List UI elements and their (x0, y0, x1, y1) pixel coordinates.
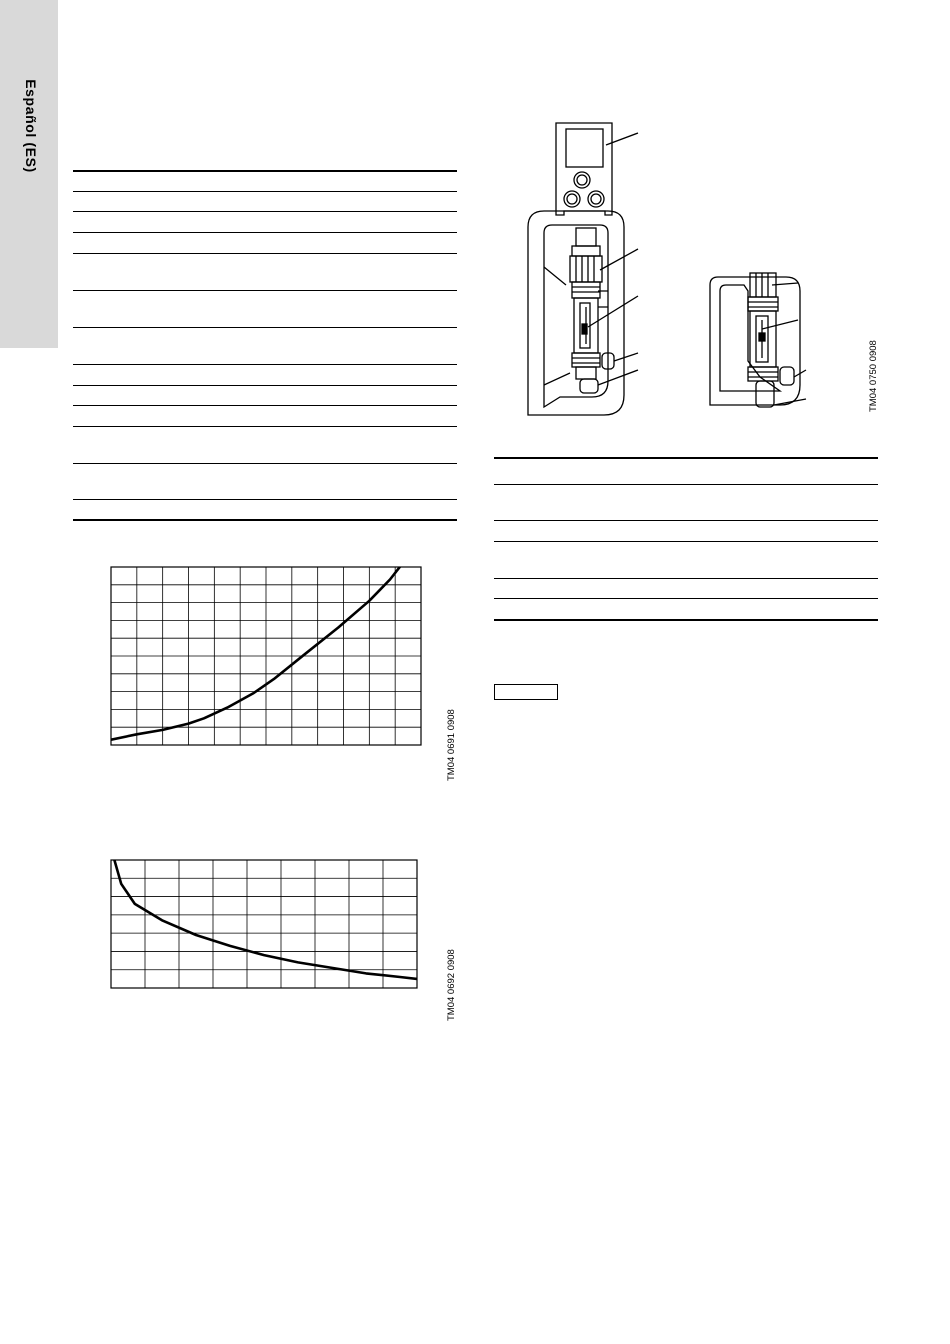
table-rule (73, 211, 457, 212)
figure-code: TM04 0692 0908 (446, 949, 457, 1021)
language-tab (0, 0, 58, 348)
note-box (494, 684, 558, 700)
table-rule (73, 426, 457, 427)
plot-frame (111, 860, 417, 988)
table-rule (494, 619, 878, 621)
table-rule (73, 191, 457, 192)
table-rule (73, 385, 457, 386)
table-rule (494, 457, 878, 459)
table-rule (73, 253, 457, 254)
table-rule (494, 541, 878, 542)
table-rule (494, 520, 878, 521)
table-rule (73, 364, 457, 365)
chart-1 (111, 567, 421, 745)
chart-2 (111, 860, 417, 988)
table-rule (494, 484, 878, 485)
table-rule (73, 463, 457, 464)
table-rule (494, 578, 878, 579)
figure-code: TM04 0691 0908 (446, 709, 457, 781)
figure-code: TM04 0750 0908 (868, 340, 879, 412)
dosing-device-illustration (500, 115, 880, 420)
table-rule (73, 170, 457, 172)
table-rule (73, 290, 457, 291)
series-line (111, 556, 408, 739)
series-line (114, 860, 417, 979)
table-rule (73, 405, 457, 406)
table-rule (73, 519, 457, 521)
table-rule (73, 232, 457, 233)
table-rule (494, 598, 878, 599)
table-rule (73, 327, 457, 328)
language-label: Español (ES) (23, 79, 39, 173)
table-rule (73, 499, 457, 500)
